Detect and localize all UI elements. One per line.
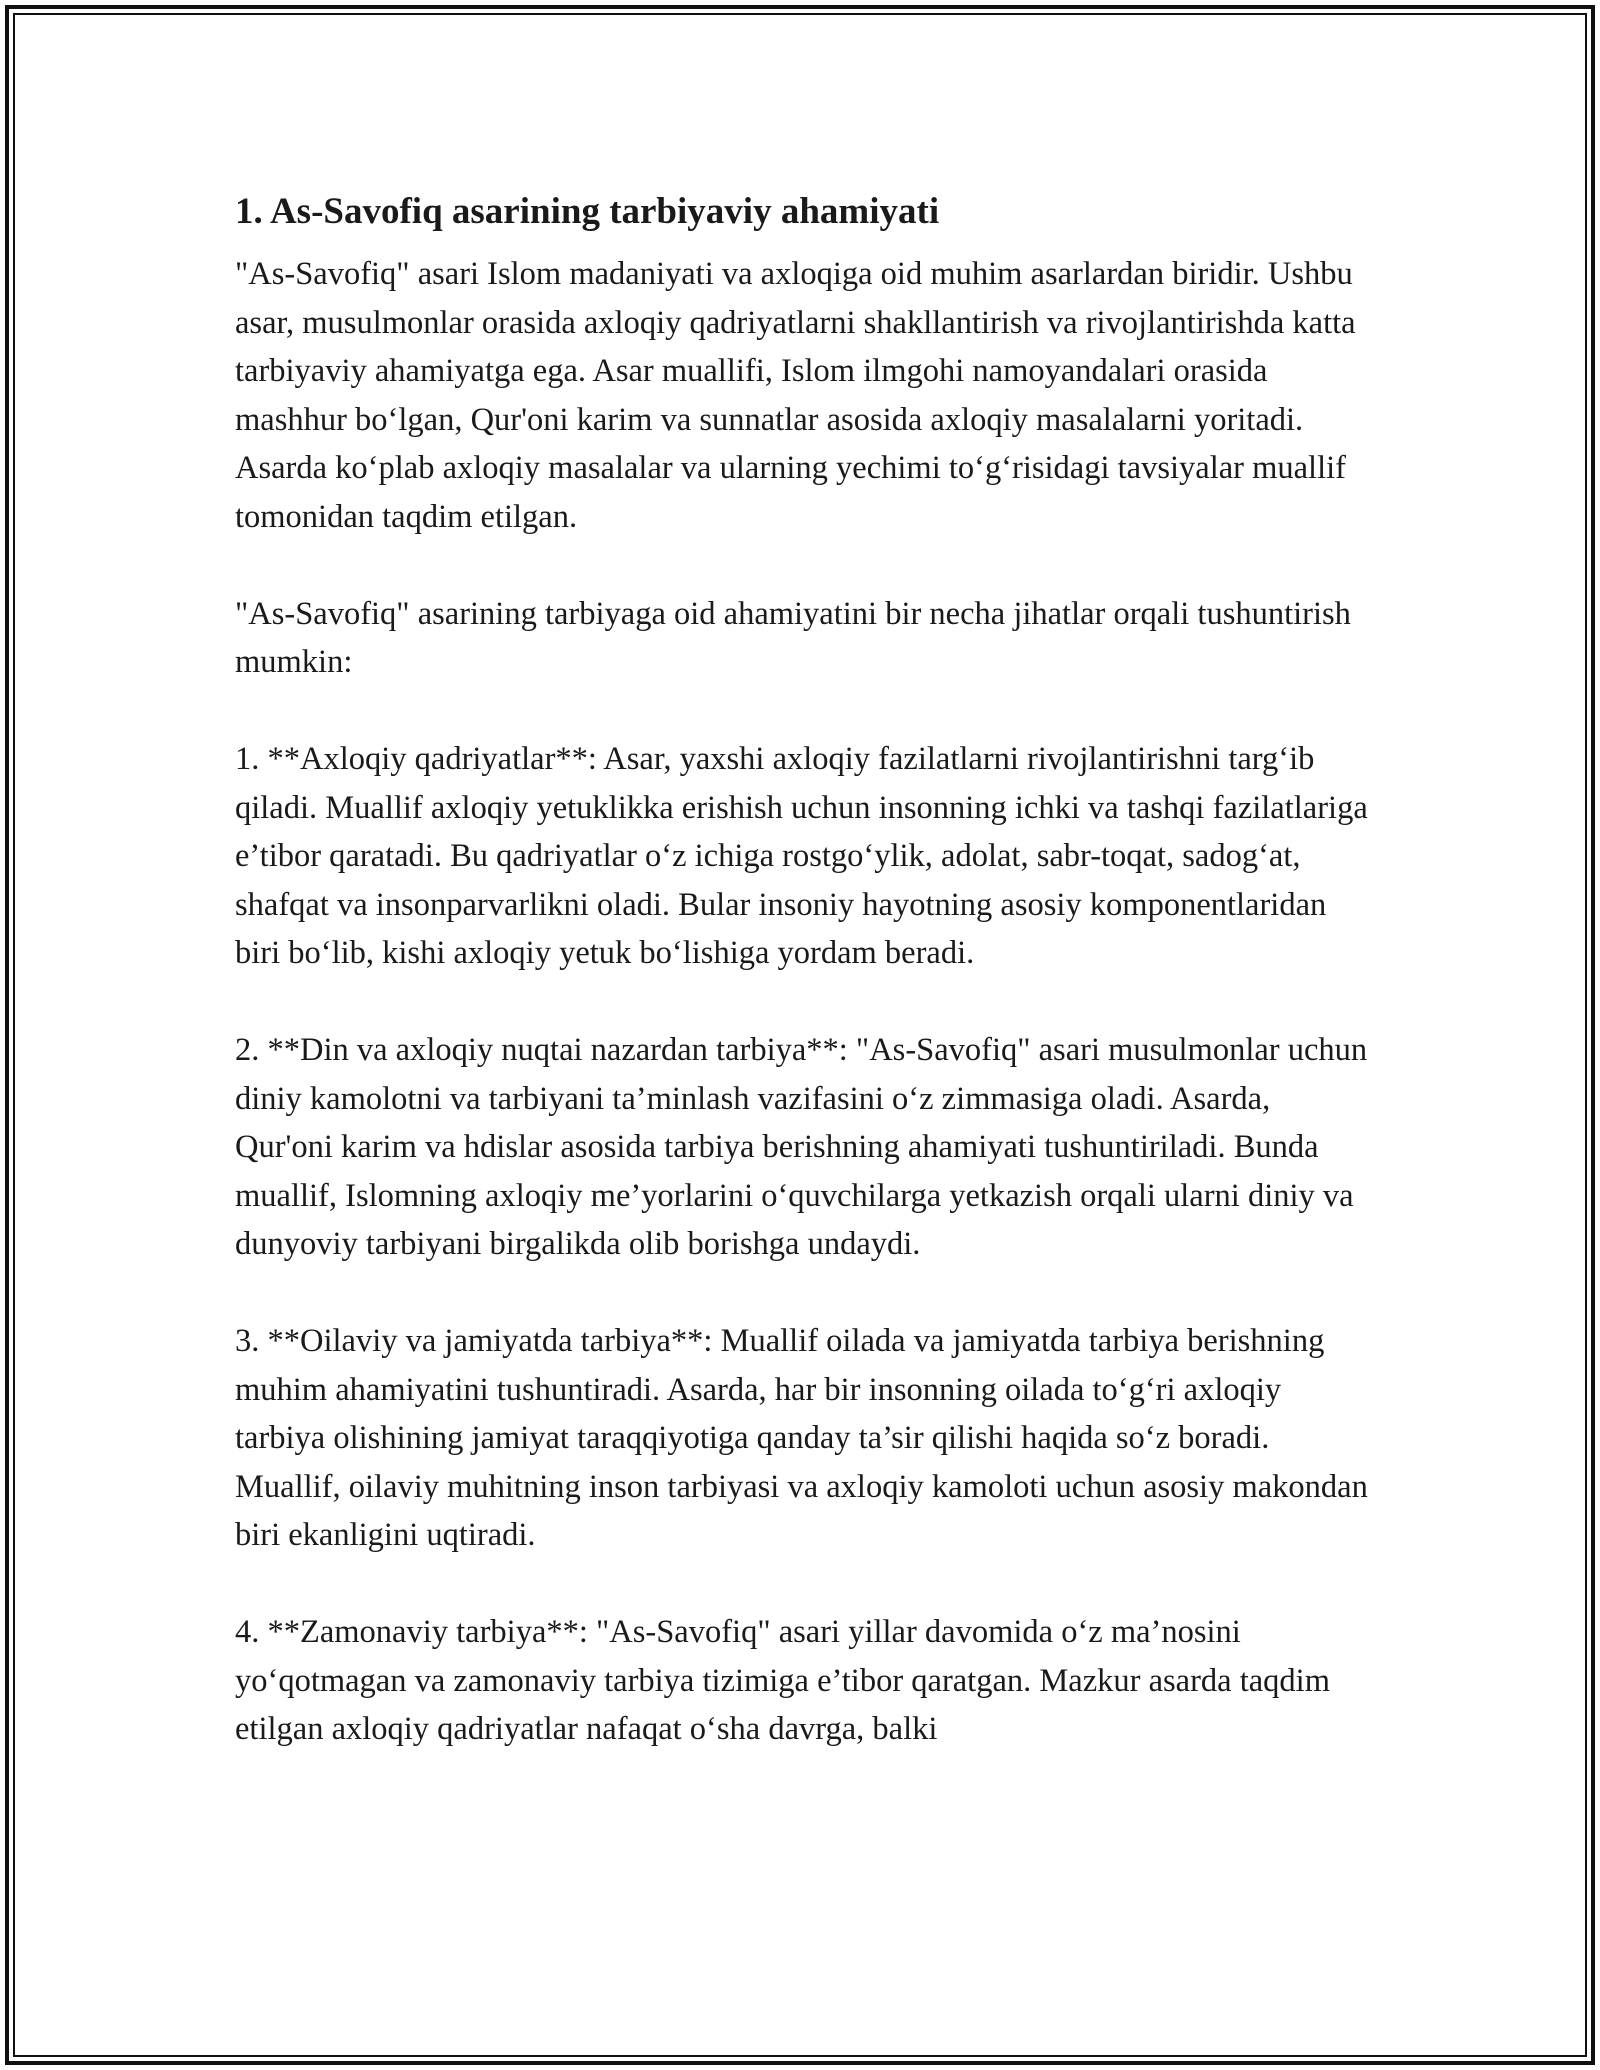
document-page [235, 188, 1370, 1754]
paragraph-intro: "As-Savofiq" asari Islom madaniyati va axloqiga oid muhim asarlardan biridir. Ushbu asar, musulmonlar orasida axloqiy qadriyatlarni shakllantirish va rivojlantirishda katta tarbiyaviy ahamiyatga ega. Asar muallifi, Islom ilmgohi namoyandalari orasida mashhur bo‘lgan, Qur'oni karim va sunnatlar asosida axloqiy masalalarni yoritadi. Asarda ko‘plab axloqiy masalalar va ularning yechimi to‘g‘risidagi tavsiyalar muallif tomonidan taqdim etilgan. [235, 256, 1356, 535]
paragraph-point-1: 1. **Axloqiy qadriyatlar**: Asar, yaxshi axloqiy fazilatlarni rivojlantirishni targ‘ib qiladi. Muallif axloqiy yetuklikka erishish uchun insonning ichki va tashqi fazilatlariga e’tibor qaratadi. Bu qadriyatlar o‘z ichiga rostgo‘ylik, adolat, sabr-toqat, sadog‘at, shafqat va insonparvarlikni oladi. Bular insoniy hayotning asosiy komponentlaridan biri bo‘lib, kishi axloqiy yetuk bo‘lishiga yordam beradi. [235, 741, 1368, 971]
paragraph-point-3: 3. **Oilaviy va jamiyatda tarbiya**: Muallif oilada va jamiyatda tarbiya berishning muhim ahamiyatini tushuntiradi. Asarda, har bir insonning oilada to‘g‘ri axloqiy tarbiya olishining jamiyat taraqqiyotiga qanday ta’sir qilishi haqida so‘z boradi. Muallif, oilaviy muhitning inson tarbiyasi va axloqiy kamoloti uchun asosiy makondan biri ekanligini uqtiradi. [235, 1323, 1368, 1553]
section-heading: 1. As-Savofiq asarining tarbiyaviy ahamiyati [235, 191, 940, 232]
paragraph-point-4: 4. **Zamonaviy tarbiya**: "As-Savofiq" asari yillar davomida o‘z ma’nosini yo‘qotmagan va zamonaviy tarbiya tizimiga e’tibor qaratgan. Mazkur asarda taqdim etilgan axloqiy qadriyatlar nafaqat o‘sha davrga, balki [235, 1614, 1330, 1747]
paragraph-point-2: 2. **Din va axloqiy nuqtai nazardan tarbiya**: "As-Savofiq" asari musulmonlar uchun diniy kamolotni va tarbiyani ta’minlash vazifasini o‘z zimmasiga oladi. Asarda, Qur'oni karim va hdislar asosida tarbiya berishning ahamiyati tushuntiriladi. Bunda muallif, Islomning axloqiy me’yorlarini o‘quvchilarga yetkazish orqali ularni diniy va dunyoviy tarbiyani birgalikda olib borishga undaydi. [235, 1032, 1368, 1262]
paragraph-aspects: "As-Savofiq" asarining tarbiyaga oid ahamiyatini bir necha jihatlar orqali tushuntirish mumkin: [235, 595, 1351, 680]
